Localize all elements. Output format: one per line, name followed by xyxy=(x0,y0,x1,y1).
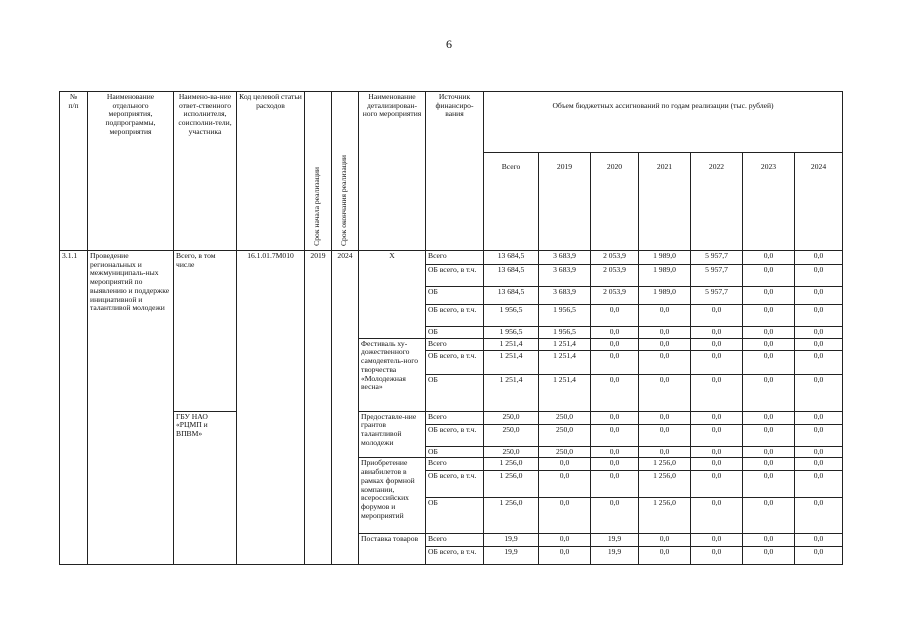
year-2019: 2019 xyxy=(539,153,591,251)
value-cell: 250,0 xyxy=(484,424,539,446)
value-cell: 0,0 xyxy=(795,305,843,327)
value-cell: 0,0 xyxy=(691,446,743,458)
value-cell: 19,9 xyxy=(484,534,539,547)
source-cell: ОБ всего, в т.ч. xyxy=(426,471,484,498)
value-cell: 0,0 xyxy=(743,471,795,498)
value-cell: 0,0 xyxy=(795,251,843,265)
value-cell: 1 256,0 xyxy=(484,471,539,498)
value-cell: 13 684,5 xyxy=(484,265,539,287)
value-cell: 0,0 xyxy=(691,424,743,446)
value-cell: 0,0 xyxy=(639,411,691,424)
detail-cell: Фестиваль ху-дожественного самодеятель-ного творчества «Молодежная весна» xyxy=(359,338,426,411)
value-cell: 0,0 xyxy=(743,424,795,446)
value-cell: 1 251,4 xyxy=(484,350,539,374)
year-2020: 2020 xyxy=(591,153,639,251)
value-cell: 0,0 xyxy=(591,327,639,339)
detail-cell: Х xyxy=(359,251,426,339)
row-executor-all: Всего, в том числе xyxy=(174,251,237,412)
value-cell: 0,0 xyxy=(743,547,795,565)
value-cell: 13 684,5 xyxy=(484,287,539,305)
value-cell: 1 956,5 xyxy=(484,327,539,339)
value-cell: 1 256,0 xyxy=(639,498,691,534)
value-cell: 19,9 xyxy=(484,547,539,565)
source-cell: ОБ xyxy=(426,446,484,458)
value-cell: 1 989,0 xyxy=(639,265,691,287)
value-cell: 1 989,0 xyxy=(639,251,691,265)
source-cell: Всего xyxy=(426,251,484,265)
value-cell: 0,0 xyxy=(691,471,743,498)
value-cell: 0,0 xyxy=(591,411,639,424)
row-executor-org: ГБУ НАО «РЦМП и ВПВМ» xyxy=(174,411,237,565)
value-cell: 0,0 xyxy=(691,350,743,374)
header-executor: Наимено-ва-ние ответ-ственного исполнителя, соисполни-тели, участника xyxy=(174,92,237,251)
source-cell: ОБ xyxy=(426,374,484,411)
value-cell: 0,0 xyxy=(743,338,795,350)
value-cell: 1 256,0 xyxy=(639,471,691,498)
value-cell: 0,0 xyxy=(639,424,691,446)
value-cell: 0,0 xyxy=(639,446,691,458)
value-cell: 1 256,0 xyxy=(639,458,691,471)
detail-cell: Предоставле-ние грантов талантливой молодежи xyxy=(359,411,426,458)
value-cell: 0,0 xyxy=(743,327,795,339)
source-cell: ОБ всего, в т.ч. xyxy=(426,350,484,374)
value-cell: 0,0 xyxy=(743,305,795,327)
value-cell: 0,0 xyxy=(539,547,591,565)
value-cell: 0,0 xyxy=(795,287,843,305)
value-cell: 0,0 xyxy=(691,458,743,471)
value-cell: 0,0 xyxy=(639,374,691,411)
value-cell: 19,9 xyxy=(591,534,639,547)
value-cell: 0,0 xyxy=(591,498,639,534)
header-start: Срок начала реализации xyxy=(312,167,321,246)
budget-table xyxy=(59,91,843,565)
value-cell: 2 053,9 xyxy=(591,265,639,287)
row-name: Проведение региональных и межмуниципаль-ных мероприятий по выявлению и поддержке инициативной и талантливой молодежи xyxy=(88,251,174,565)
row-code: 16.1.01.7М010 xyxy=(237,251,305,565)
header-start-cell xyxy=(305,92,332,251)
table-row xyxy=(60,251,843,265)
value-cell: 3 683,9 xyxy=(539,265,591,287)
source-cell: ОБ xyxy=(426,327,484,339)
row-num: 3.1.1 xyxy=(60,251,88,565)
source-cell: Всего xyxy=(426,411,484,424)
header-code: Код целевой статьи расходов xyxy=(237,92,305,251)
value-cell: 0,0 xyxy=(795,350,843,374)
source-cell: ОБ всего, в т.ч. xyxy=(426,265,484,287)
value-cell: 2 053,9 xyxy=(591,251,639,265)
source-cell: Всего xyxy=(426,458,484,471)
page-number: 6 xyxy=(446,37,452,51)
value-cell: 0,0 xyxy=(795,374,843,411)
table-row xyxy=(60,411,843,424)
value-cell: 0,0 xyxy=(691,374,743,411)
value-cell: 1 989,0 xyxy=(639,287,691,305)
value-cell: 5 957,7 xyxy=(691,265,743,287)
value-cell: 1 256,0 xyxy=(484,458,539,471)
value-cell: 0,0 xyxy=(639,327,691,339)
value-cell: 0,0 xyxy=(691,327,743,339)
value-cell: 0,0 xyxy=(795,498,843,534)
value-cell: 3 683,9 xyxy=(539,287,591,305)
source-cell: ОБ xyxy=(426,287,484,305)
value-cell: 250,0 xyxy=(539,446,591,458)
value-cell: 1 251,4 xyxy=(539,350,591,374)
year-total: Всего xyxy=(484,153,539,251)
value-cell: 1 956,5 xyxy=(484,305,539,327)
value-cell: 0,0 xyxy=(591,471,639,498)
value-cell: 0,0 xyxy=(639,350,691,374)
value-cell: 0,0 xyxy=(591,446,639,458)
header-row-1 xyxy=(60,92,843,153)
value-cell: 0,0 xyxy=(591,305,639,327)
row-end: 2024 xyxy=(332,251,359,565)
value-cell: 0,0 xyxy=(591,458,639,471)
value-cell: 1 251,4 xyxy=(539,374,591,411)
value-cell: 0,0 xyxy=(743,446,795,458)
header-end-cell xyxy=(332,92,359,251)
value-cell: 1 251,4 xyxy=(539,338,591,350)
value-cell: 0,0 xyxy=(691,498,743,534)
source-cell: ОБ всего, в т.ч. xyxy=(426,305,484,327)
value-cell: 5 957,7 xyxy=(691,287,743,305)
value-cell: 0,0 xyxy=(591,350,639,374)
value-cell: 0,0 xyxy=(795,458,843,471)
value-cell: 0,0 xyxy=(743,350,795,374)
value-cell: 0,0 xyxy=(539,534,591,547)
value-cell: 250,0 xyxy=(484,411,539,424)
value-cell: 0,0 xyxy=(795,424,843,446)
year-2022: 2022 xyxy=(691,153,743,251)
value-cell: 0,0 xyxy=(795,446,843,458)
value-cell: 0,0 xyxy=(539,458,591,471)
value-cell: 0,0 xyxy=(691,547,743,565)
source-cell: Всего xyxy=(426,534,484,547)
value-cell: 0,0 xyxy=(743,498,795,534)
value-cell: 0,0 xyxy=(795,547,843,565)
value-cell: 0,0 xyxy=(795,265,843,287)
value-cell: 0,0 xyxy=(591,374,639,411)
source-cell: ОБ всего, в т.ч. xyxy=(426,424,484,446)
value-cell: 0,0 xyxy=(795,471,843,498)
header-end: Срок окончания реализации xyxy=(339,154,348,246)
source-cell: ОБ всего, в т.ч. xyxy=(426,547,484,565)
value-cell: 1 251,4 xyxy=(484,338,539,350)
header-volume: Объем бюджетных ассигнований по годам реализации (тыс. рублей) xyxy=(484,92,843,153)
value-cell: 0,0 xyxy=(795,327,843,339)
value-cell: 1 956,5 xyxy=(539,305,591,327)
value-cell: 0,0 xyxy=(591,338,639,350)
value-cell: 1 256,0 xyxy=(484,498,539,534)
value-cell: 0,0 xyxy=(795,411,843,424)
value-cell: 0,0 xyxy=(743,534,795,547)
header-detail: Наименование детализирован-ного мероприятия xyxy=(359,92,426,251)
header-num: № п/п xyxy=(60,92,88,251)
value-cell: 0,0 xyxy=(639,338,691,350)
value-cell: 0,0 xyxy=(795,338,843,350)
value-cell: 0,0 xyxy=(795,534,843,547)
detail-cell: Приобретение авиабилетов в рамках формной компании, всероссийских форумов и мероприятий xyxy=(359,458,426,534)
value-cell: 2 053,9 xyxy=(591,287,639,305)
value-cell: 0,0 xyxy=(743,251,795,265)
value-cell: 19,9 xyxy=(591,547,639,565)
year-2024: 2024 xyxy=(795,153,843,251)
value-cell: 250,0 xyxy=(539,411,591,424)
value-cell: 0,0 xyxy=(743,287,795,305)
value-cell: 0,0 xyxy=(639,305,691,327)
value-cell: 0,0 xyxy=(743,411,795,424)
value-cell: 5 957,7 xyxy=(691,251,743,265)
value-cell: 250,0 xyxy=(484,446,539,458)
value-cell: 13 684,5 xyxy=(484,251,539,265)
value-cell: 0,0 xyxy=(691,534,743,547)
value-cell: 0,0 xyxy=(691,411,743,424)
year-2021: 2021 xyxy=(639,153,691,251)
value-cell: 3 683,9 xyxy=(539,251,591,265)
value-cell: 1 956,5 xyxy=(539,327,591,339)
value-cell: 0,0 xyxy=(743,374,795,411)
value-cell: 0,0 xyxy=(591,424,639,446)
row-start: 2019 xyxy=(305,251,332,565)
source-cell: ОБ xyxy=(426,498,484,534)
value-cell: 0,0 xyxy=(639,547,691,565)
header-name: Наименование отдельного мероприятия, подпрограммы, мероприятия xyxy=(88,92,174,251)
value-cell: 250,0 xyxy=(539,424,591,446)
value-cell: 0,0 xyxy=(691,338,743,350)
year-2023: 2023 xyxy=(743,153,795,251)
value-cell: 0,0 xyxy=(743,458,795,471)
value-cell: 0,0 xyxy=(691,305,743,327)
value-cell: 0,0 xyxy=(639,534,691,547)
header-source: Источник финансиро-вания xyxy=(426,92,484,251)
value-cell: 0,0 xyxy=(539,471,591,498)
value-cell: 0,0 xyxy=(539,498,591,534)
detail-cell: Поставка товаров xyxy=(359,534,426,565)
value-cell: 0,0 xyxy=(743,265,795,287)
value-cell: 1 251,4 xyxy=(484,374,539,411)
source-cell: Всего xyxy=(426,338,484,350)
